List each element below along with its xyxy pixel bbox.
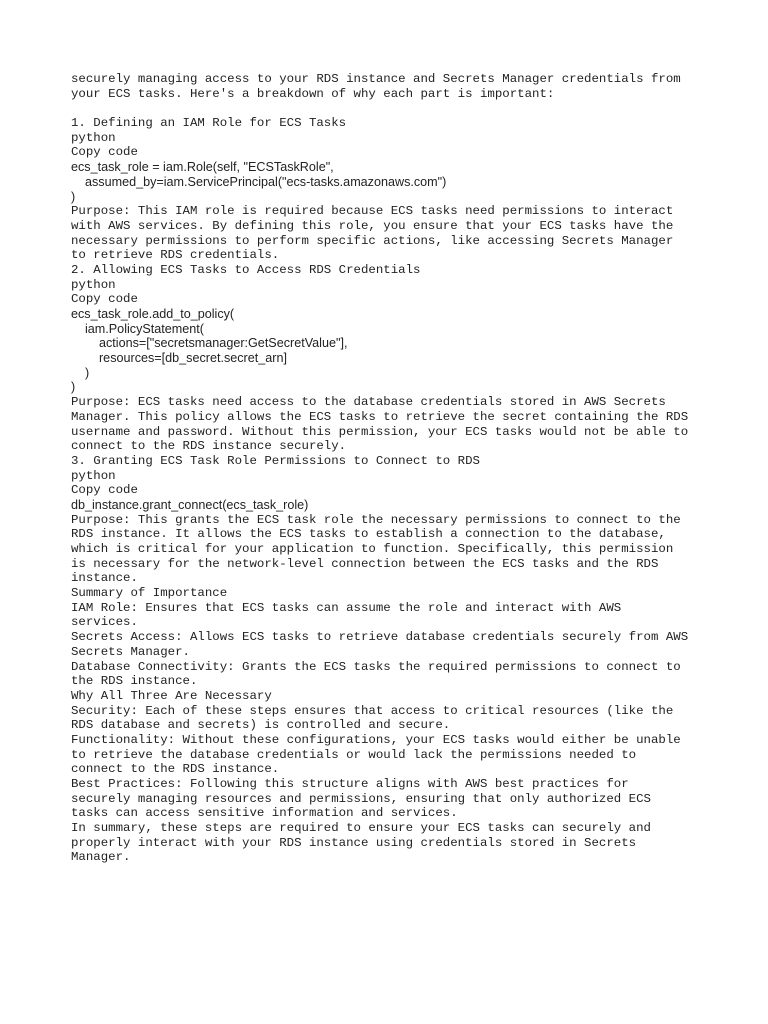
document-line: the RDS instance.: [71, 674, 198, 689]
document-line: is necessary for the network-level connection between the ECS tasks and the RDS: [71, 556, 659, 571]
section-heading: 3. Granting ECS Task Role Permissions to Connect to RDS: [71, 453, 480, 468]
code-line: db_instance.grant_connect(ecs_task_role): [71, 497, 309, 512]
document-line: securely managing resources and permissions, ensuring that only authorized ECS: [71, 791, 651, 806]
section-heading: Summary of Importance: [71, 586, 228, 601]
document-line: RDS instance. It allows the ECS tasks to establish a connection to the database,: [71, 527, 666, 542]
document-line: Manager.: [71, 850, 131, 865]
document-line: services.: [71, 615, 138, 630]
document-page: [71, 72, 731, 865]
document-line: RDS database and secrets) is controlled and secure.: [71, 718, 451, 733]
document-line: Secrets Manager.: [71, 644, 190, 659]
document-line: instance.: [71, 571, 138, 586]
code-block-label: Copy code: [71, 483, 138, 498]
code-block-label: python: [71, 277, 116, 292]
document-line: In summary, these steps are required to ensure your ECS tasks can securely and: [71, 821, 651, 836]
document-line: Database Connectivity: Grants the ECS tasks the required permissions to connect to: [71, 659, 681, 674]
document-line: which is critical for your application to function. Specifically, this permission: [71, 542, 674, 556]
code-line: ): [71, 380, 76, 395]
code-line: ecs_task_role.add_to_policy(: [71, 307, 235, 321]
document-line: to retrieve RDS credentials.: [71, 248, 280, 263]
code-block-label: Copy code: [71, 292, 138, 307]
document-line: necessary permissions to perform specific actions, like accessing Secrets Manager: [71, 233, 674, 248]
code-block-label: python: [71, 468, 116, 483]
document-line: Best Practices: Following this structure aligns with AWS best practices for: [71, 777, 629, 791]
section-heading: 1. Defining an IAM Role for ECS Tasks: [71, 116, 347, 131]
document-line: Purpose: ECS tasks need access to the database credentials stored in AWS Secrets: [71, 395, 666, 410]
document-line: to retrieve the database credentials or would lack the permissions needed to: [71, 747, 637, 762]
code-line: ): [71, 189, 76, 204]
document-line: IAM Role: Ensures that ECS tasks can assume the role and interact with AWS: [71, 600, 622, 615]
code-block-label: Copy code: [71, 145, 138, 160]
document-line: Secrets Access: Allows ECS tasks to retrieve database credentials securely from AWS: [71, 630, 689, 645]
document-line: Purpose: This IAM role is required because ECS tasks need permissions to interact: [71, 204, 674, 219]
section-heading: 2. Allowing ECS Tasks to Access RDS Credentials: [71, 262, 421, 277]
code-line: assumed_by=iam.ServicePrincipal("ecs-tasks.amazonaws.com"): [71, 174, 447, 189]
code-line: resources=[db_secret.secret_arn]: [71, 351, 287, 366]
document-line: with AWS services. By defining this role, you ensure that your ECS tasks have the: [71, 218, 674, 233]
blank-line: [71, 101, 731, 116]
code-line: ): [71, 365, 90, 380]
document-line: tasks can access sensitive information and services.: [71, 806, 458, 821]
document-line: securely managing access to your RDS instance and Secrets Manager credentials from: [71, 72, 681, 86]
document-line: Security: Each of these steps ensures that access to critical resources (like the: [71, 703, 674, 718]
code-block-label: python: [71, 130, 116, 145]
document-line: Purpose: This grants the ECS task role the necessary permissions to connect to the: [71, 512, 681, 527]
document-line: Functionality: Without these configurations, your ECS tasks would either be unable: [71, 732, 681, 747]
document-line: your ECS tasks. Here's a breakdown of why each part is important:: [71, 86, 555, 101]
document-line: username and password. Without this permission, your ECS tasks would not be able to: [71, 424, 689, 439]
code-line: actions=["secretsmanager:GetSecretValue"],: [71, 336, 348, 351]
document-line: Manager. This policy allows the ECS tasks to retrieve the secret containing the RDS: [71, 409, 689, 424]
code-line: ecs_task_role = iam.Role(self, "ECSTaskRole",: [71, 160, 334, 175]
code-line: iam.PolicyStatement(: [71, 321, 204, 336]
document-line: connect to the RDS instance securely.: [71, 439, 347, 454]
document-line: connect to the RDS instance.: [71, 762, 280, 777]
document-line: properly interact with your RDS instance using credentials stored in Secrets: [71, 835, 637, 850]
section-heading: Why All Three Are Necessary: [71, 688, 272, 703]
